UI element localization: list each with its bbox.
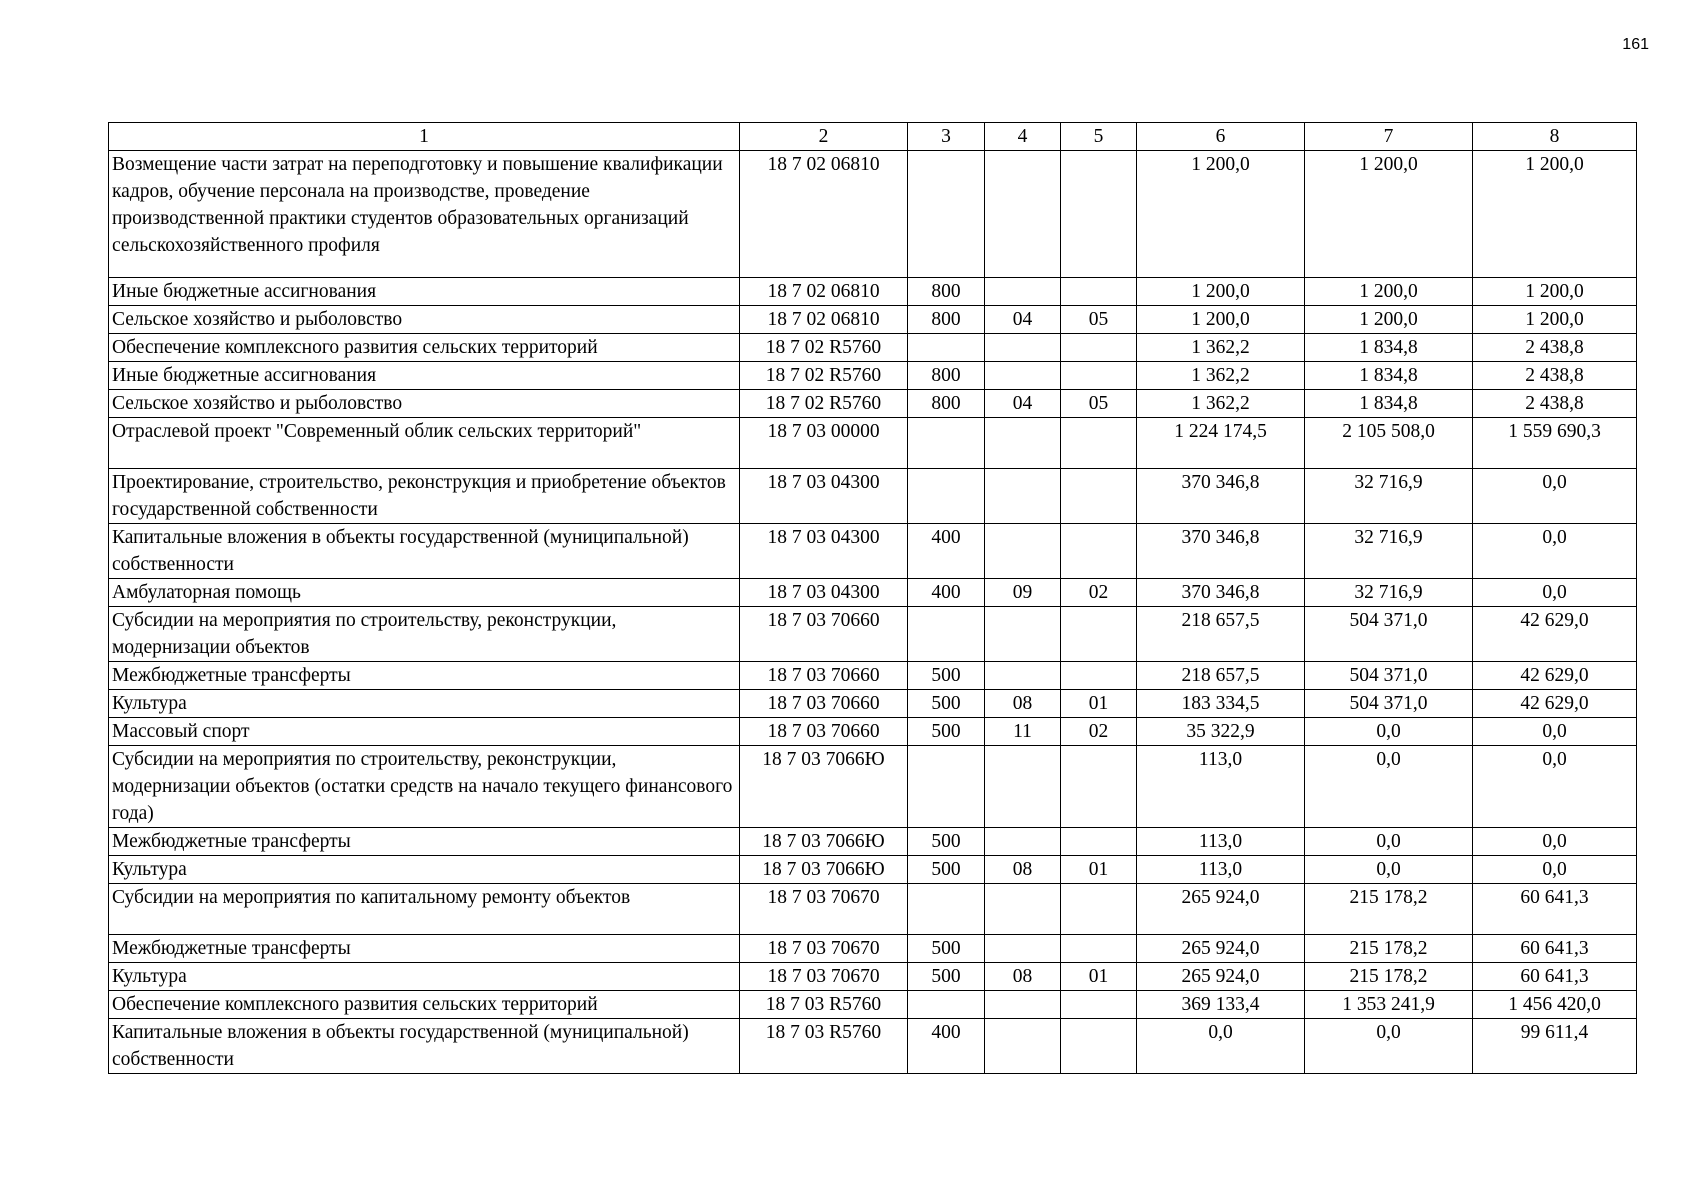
row-expense-type-cell [908, 418, 985, 469]
row-expense-type-cell [908, 468, 985, 523]
row-expense-type-cell: 500 [908, 855, 985, 883]
row-section-cell [985, 278, 1061, 306]
row-subsection-cell: 01 [1061, 855, 1137, 883]
row-subsection-cell: 05 [1061, 390, 1137, 418]
row-expense-type-cell: 800 [908, 362, 985, 390]
row-amount-2-cell: 1 834,8 [1305, 362, 1473, 390]
table-row [109, 934, 1637, 962]
row-subsection-cell [1061, 523, 1137, 578]
row-name-cell: Субсидии на мероприятия по строительству, реконструкции, модернизации объектов [109, 606, 740, 661]
row-subsection-cell [1061, 362, 1137, 390]
row-name-cell: Возмещение части затрат на переподготовку и повышение квалификации кадров, обучение персонала на производстве, проведение производственной практики студентов образовательных организаций сельскохозяйственного профиля [109, 151, 740, 278]
row-subsection-cell [1061, 418, 1137, 469]
row-subsection-cell [1061, 1018, 1137, 1073]
row-expense-type-cell: 400 [908, 578, 985, 606]
table-row [109, 827, 1637, 855]
row-amount-3-cell: 1 456 420,0 [1473, 990, 1637, 1018]
row-subsection-cell [1061, 827, 1137, 855]
row-expense-type-cell [908, 990, 985, 1018]
row-subsection-cell [1061, 745, 1137, 827]
row-section-cell [985, 1018, 1061, 1073]
table-row [109, 334, 1637, 362]
row-subsection-cell [1061, 468, 1137, 523]
row-code-cell: 18 7 02 06810 [740, 278, 908, 306]
row-name-cell: Межбюджетные трансферты [109, 934, 740, 962]
row-amount-1-cell: 265 924,0 [1137, 962, 1305, 990]
row-expense-type-cell: 800 [908, 278, 985, 306]
row-subsection-cell [1061, 278, 1137, 306]
table-row [109, 990, 1637, 1018]
row-code-cell: 18 7 03 70660 [740, 661, 908, 689]
row-amount-2-cell: 1 200,0 [1305, 278, 1473, 306]
row-amount-2-cell: 215 178,2 [1305, 934, 1473, 962]
row-amount-3-cell: 99 611,4 [1473, 1018, 1637, 1073]
row-code-cell: 18 7 03 R5760 [740, 990, 908, 1018]
row-amount-3-cell: 60 641,3 [1473, 962, 1637, 990]
row-amount-3-cell: 42 629,0 [1473, 606, 1637, 661]
row-subsection-cell: 01 [1061, 689, 1137, 717]
table-row [109, 523, 1637, 578]
row-subsection-cell [1061, 661, 1137, 689]
row-code-cell: 18 7 03 70660 [740, 717, 908, 745]
row-amount-1-cell: 1 362,2 [1137, 362, 1305, 390]
table-row [109, 717, 1637, 745]
row-section-cell [985, 745, 1061, 827]
row-subsection-cell: 02 [1061, 717, 1137, 745]
row-name-cell: Межбюджетные трансферты [109, 827, 740, 855]
row-expense-type-cell: 500 [908, 962, 985, 990]
row-amount-3-cell: 60 641,3 [1473, 883, 1637, 934]
row-amount-2-cell: 1 834,8 [1305, 334, 1473, 362]
table-row [109, 745, 1637, 827]
row-amount-2-cell: 1 200,0 [1305, 151, 1473, 278]
table-row [109, 151, 1637, 278]
row-amount-2-cell: 215 178,2 [1305, 962, 1473, 990]
table-row [109, 689, 1637, 717]
table-body [109, 123, 1637, 1074]
table-row [109, 661, 1637, 689]
row-amount-1-cell: 265 924,0 [1137, 934, 1305, 962]
row-amount-3-cell: 0,0 [1473, 578, 1637, 606]
row-expense-type-cell [908, 151, 985, 278]
row-section-cell [985, 990, 1061, 1018]
row-section-cell [985, 523, 1061, 578]
row-name-cell: Капитальные вложения в объекты государственной (муниципальной) собственности [109, 523, 740, 578]
row-code-cell: 18 7 02 R5760 [740, 362, 908, 390]
row-amount-2-cell: 1 834,8 [1305, 390, 1473, 418]
row-amount-1-cell: 1 362,2 [1137, 334, 1305, 362]
table-row [109, 578, 1637, 606]
row-code-cell: 18 7 03 R5760 [740, 1018, 908, 1073]
row-amount-2-cell: 1 353 241,9 [1305, 990, 1473, 1018]
row-section-cell: 04 [985, 390, 1061, 418]
row-amount-2-cell: 215 178,2 [1305, 883, 1473, 934]
page-number: 161 [1622, 36, 1649, 53]
table-row [109, 418, 1637, 469]
row-amount-2-cell: 0,0 [1305, 855, 1473, 883]
row-expense-type-cell: 500 [908, 689, 985, 717]
row-code-cell: 18 7 03 70660 [740, 689, 908, 717]
row-amount-3-cell: 0,0 [1473, 855, 1637, 883]
row-amount-3-cell: 1 200,0 [1473, 151, 1637, 278]
column-header: 2 [740, 123, 908, 151]
row-amount-1-cell: 218 657,5 [1137, 661, 1305, 689]
row-name-cell: Культура [109, 962, 740, 990]
budget-table [108, 122, 1637, 1074]
row-amount-3-cell: 0,0 [1473, 717, 1637, 745]
table-row [109, 306, 1637, 334]
table-row [109, 855, 1637, 883]
row-subsection-cell [1061, 990, 1137, 1018]
row-expense-type-cell: 800 [908, 306, 985, 334]
table-row [109, 278, 1637, 306]
row-expense-type-cell: 500 [908, 827, 985, 855]
row-expense-type-cell [908, 745, 985, 827]
row-name-cell: Обеспечение комплексного развития сельских территорий [109, 334, 740, 362]
row-amount-3-cell: 2 438,8 [1473, 390, 1637, 418]
row-amount-2-cell: 2 105 508,0 [1305, 418, 1473, 469]
row-section-cell: 09 [985, 578, 1061, 606]
row-section-cell: 08 [985, 689, 1061, 717]
row-amount-1-cell: 1 200,0 [1137, 278, 1305, 306]
row-amount-1-cell: 35 322,9 [1137, 717, 1305, 745]
row-amount-3-cell: 0,0 [1473, 468, 1637, 523]
row-amount-1-cell: 1 200,0 [1137, 151, 1305, 278]
column-header: 3 [908, 123, 985, 151]
row-section-cell [985, 334, 1061, 362]
row-subsection-cell: 02 [1061, 578, 1137, 606]
table-row [109, 390, 1637, 418]
row-subsection-cell: 01 [1061, 962, 1137, 990]
row-amount-3-cell: 1 200,0 [1473, 278, 1637, 306]
column-header: 7 [1305, 123, 1473, 151]
table-row [109, 362, 1637, 390]
row-amount-1-cell: 113,0 [1137, 855, 1305, 883]
table-row [109, 883, 1637, 934]
column-header: 1 [109, 123, 740, 151]
row-name-cell: Иные бюджетные ассигнования [109, 362, 740, 390]
row-subsection-cell: 05 [1061, 306, 1137, 334]
row-amount-3-cell: 60 641,3 [1473, 934, 1637, 962]
row-name-cell: Сельское хозяйство и рыболовство [109, 390, 740, 418]
row-code-cell: 18 7 03 04300 [740, 468, 908, 523]
row-amount-2-cell: 32 716,9 [1305, 523, 1473, 578]
row-amount-2-cell: 0,0 [1305, 745, 1473, 827]
row-amount-2-cell: 504 371,0 [1305, 689, 1473, 717]
row-subsection-cell [1061, 934, 1137, 962]
row-name-cell: Субсидии на мероприятия по строительству, реконструкции, модернизации объектов (остатки средств на начало текущего финансового года) [109, 745, 740, 827]
row-section-cell [985, 606, 1061, 661]
row-section-cell [985, 418, 1061, 469]
row-amount-3-cell: 0,0 [1473, 745, 1637, 827]
row-expense-type-cell: 400 [908, 1018, 985, 1073]
row-amount-2-cell: 1 200,0 [1305, 306, 1473, 334]
row-name-cell: Культура [109, 689, 740, 717]
row-amount-2-cell: 504 371,0 [1305, 606, 1473, 661]
row-code-cell: 18 7 03 70670 [740, 883, 908, 934]
row-name-cell: Иные бюджетные ассигнования [109, 278, 740, 306]
row-section-cell [985, 827, 1061, 855]
row-code-cell: 18 7 03 7066Ю [740, 827, 908, 855]
row-code-cell: 18 7 03 70660 [740, 606, 908, 661]
row-section-cell [985, 883, 1061, 934]
row-code-cell: 18 7 03 04300 [740, 523, 908, 578]
row-amount-1-cell: 0,0 [1137, 1018, 1305, 1073]
column-header: 5 [1061, 123, 1137, 151]
row-amount-2-cell: 0,0 [1305, 827, 1473, 855]
row-code-cell: 18 7 02 R5760 [740, 334, 908, 362]
row-amount-2-cell: 0,0 [1305, 717, 1473, 745]
row-name-cell: Сельское хозяйство и рыболовство [109, 306, 740, 334]
row-section-cell [985, 362, 1061, 390]
row-section-cell: 11 [985, 717, 1061, 745]
row-code-cell: 18 7 03 7066Ю [740, 855, 908, 883]
row-amount-2-cell: 0,0 [1305, 1018, 1473, 1073]
row-section-cell: 08 [985, 962, 1061, 990]
row-amount-1-cell: 1 224 174,5 [1137, 418, 1305, 469]
row-amount-1-cell: 265 924,0 [1137, 883, 1305, 934]
table-row [109, 962, 1637, 990]
table-header-row [109, 123, 1637, 151]
row-amount-2-cell: 32 716,9 [1305, 468, 1473, 523]
row-section-cell [985, 934, 1061, 962]
row-amount-3-cell: 2 438,8 [1473, 334, 1637, 362]
column-header: 4 [985, 123, 1061, 151]
row-amount-3-cell: 2 438,8 [1473, 362, 1637, 390]
row-subsection-cell [1061, 151, 1137, 278]
row-expense-type-cell: 500 [908, 661, 985, 689]
row-name-cell: Массовый спорт [109, 717, 740, 745]
row-expense-type-cell: 500 [908, 717, 985, 745]
row-name-cell: Обеспечение комплексного развития сельских территорий [109, 990, 740, 1018]
row-expense-type-cell [908, 883, 985, 934]
column-header: 8 [1473, 123, 1637, 151]
row-code-cell: 18 7 02 06810 [740, 151, 908, 278]
row-section-cell: 04 [985, 306, 1061, 334]
row-section-cell: 08 [985, 855, 1061, 883]
table-row [109, 1018, 1637, 1073]
row-section-cell [985, 661, 1061, 689]
row-name-cell: Субсидии на мероприятия по капитальному ремонту объектов [109, 883, 740, 934]
row-subsection-cell [1061, 334, 1137, 362]
row-amount-1-cell: 218 657,5 [1137, 606, 1305, 661]
row-code-cell: 18 7 03 7066Ю [740, 745, 908, 827]
row-amount-3-cell: 1 559 690,3 [1473, 418, 1637, 469]
row-amount-1-cell: 370 346,8 [1137, 578, 1305, 606]
row-amount-1-cell: 1 362,2 [1137, 390, 1305, 418]
row-code-cell: 18 7 03 70670 [740, 934, 908, 962]
row-amount-1-cell: 113,0 [1137, 827, 1305, 855]
row-code-cell: 18 7 03 04300 [740, 578, 908, 606]
row-amount-2-cell: 32 716,9 [1305, 578, 1473, 606]
row-amount-3-cell: 0,0 [1473, 523, 1637, 578]
row-amount-3-cell: 0,0 [1473, 827, 1637, 855]
row-code-cell: 18 7 03 00000 [740, 418, 908, 469]
column-header: 6 [1137, 123, 1305, 151]
row-amount-1-cell: 113,0 [1137, 745, 1305, 827]
row-amount-2-cell: 504 371,0 [1305, 661, 1473, 689]
row-amount-1-cell: 369 133,4 [1137, 990, 1305, 1018]
row-name-cell: Культура [109, 855, 740, 883]
table-row [109, 468, 1637, 523]
row-name-cell: Проектирование, строительство, реконструкция и приобретение объектов государственной собственности [109, 468, 740, 523]
row-amount-1-cell: 183 334,5 [1137, 689, 1305, 717]
row-section-cell [985, 151, 1061, 278]
row-expense-type-cell: 400 [908, 523, 985, 578]
row-name-cell: Амбулаторная помощь [109, 578, 740, 606]
row-amount-1-cell: 370 346,8 [1137, 523, 1305, 578]
row-amount-1-cell: 370 346,8 [1137, 468, 1305, 523]
table-row [109, 606, 1637, 661]
row-code-cell: 18 7 03 70670 [740, 962, 908, 990]
row-expense-type-cell: 500 [908, 934, 985, 962]
row-subsection-cell [1061, 606, 1137, 661]
row-expense-type-cell [908, 606, 985, 661]
row-expense-type-cell: 800 [908, 390, 985, 418]
row-amount-3-cell: 42 629,0 [1473, 661, 1637, 689]
row-name-cell: Отраслевой проект "Современный облик сельских территорий" [109, 418, 740, 469]
row-name-cell: Межбюджетные трансферты [109, 661, 740, 689]
row-amount-3-cell: 1 200,0 [1473, 306, 1637, 334]
row-code-cell: 18 7 02 R5760 [740, 390, 908, 418]
row-amount-1-cell: 1 200,0 [1137, 306, 1305, 334]
row-subsection-cell [1061, 883, 1137, 934]
row-expense-type-cell [908, 334, 985, 362]
row-name-cell: Капитальные вложения в объекты государственной (муниципальной) собственности [109, 1018, 740, 1073]
row-amount-3-cell: 42 629,0 [1473, 689, 1637, 717]
row-code-cell: 18 7 02 06810 [740, 306, 908, 334]
row-section-cell [985, 468, 1061, 523]
